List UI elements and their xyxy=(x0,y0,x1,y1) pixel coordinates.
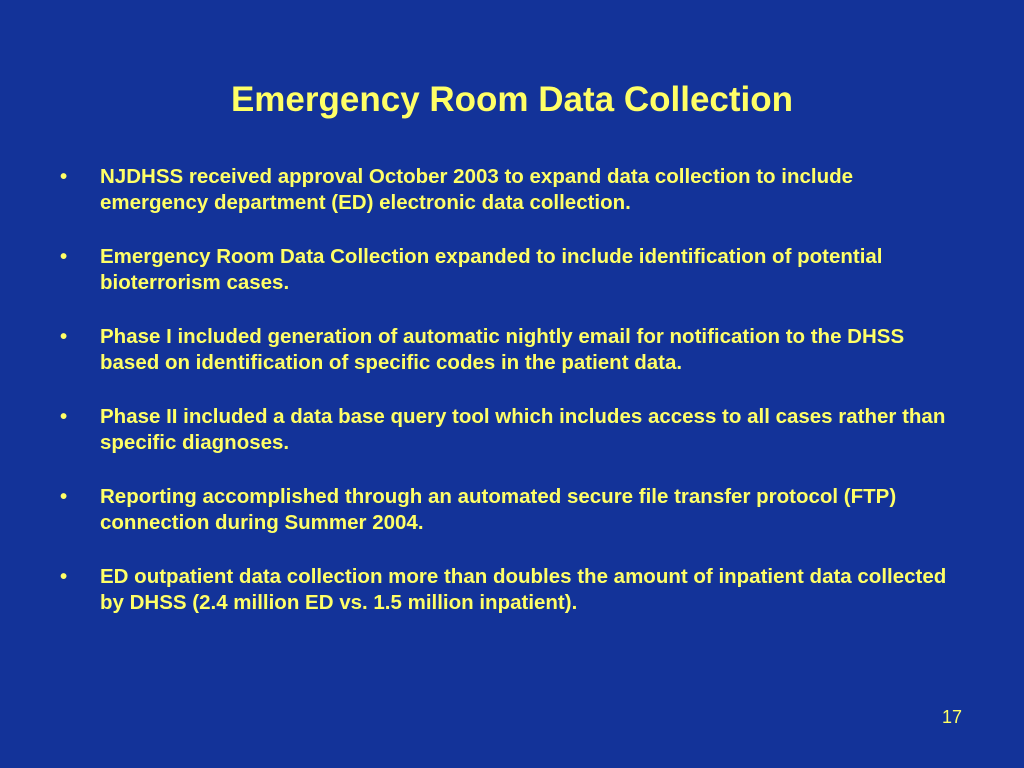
bullet-text: NJDHSS received approval October 2003 to expand data collection to include emergency department (ED) electronic data collection. xyxy=(100,165,854,214)
page-number: 17 xyxy=(941,707,962,727)
bullet-item xyxy=(58,244,963,296)
bullet-icon: • xyxy=(60,565,68,588)
bullet-text: Phase II included a data base query tool which includes access to all cases rather than specific diagnoses. xyxy=(100,405,946,454)
slide-title: Emergency Room Data Collection xyxy=(230,80,794,119)
bullet-text: Reporting accomplished through an automated secure file transfer protocol (FTP) connection during Summer 2004. xyxy=(100,485,897,534)
bullet-text: Phase I included generation of automatic nightly email for notification to the DHSS based on identification of specific codes in the patient data. xyxy=(100,325,905,374)
bullet-item xyxy=(58,404,963,456)
bullet-icon: • xyxy=(60,165,68,188)
bullet-icon: • xyxy=(60,245,68,268)
bullet-icon: • xyxy=(60,405,68,428)
bullet-item xyxy=(58,484,963,536)
bullet-item xyxy=(58,164,963,216)
bullet-icon: • xyxy=(60,325,68,348)
bullet-icon: • xyxy=(60,485,68,508)
bullet-text: Emergency Room Data Collection expanded to include identification of potential bioterrorism cases. xyxy=(100,245,883,294)
bullet-item xyxy=(58,564,963,616)
bullet-text: ED outpatient data collection more than doubles the amount of inpatient data collected by DHSS (2.4 million ED vs. 1.5 million inpatient). xyxy=(100,565,947,614)
bullet-list xyxy=(58,164,963,644)
bullet-item xyxy=(58,324,963,376)
